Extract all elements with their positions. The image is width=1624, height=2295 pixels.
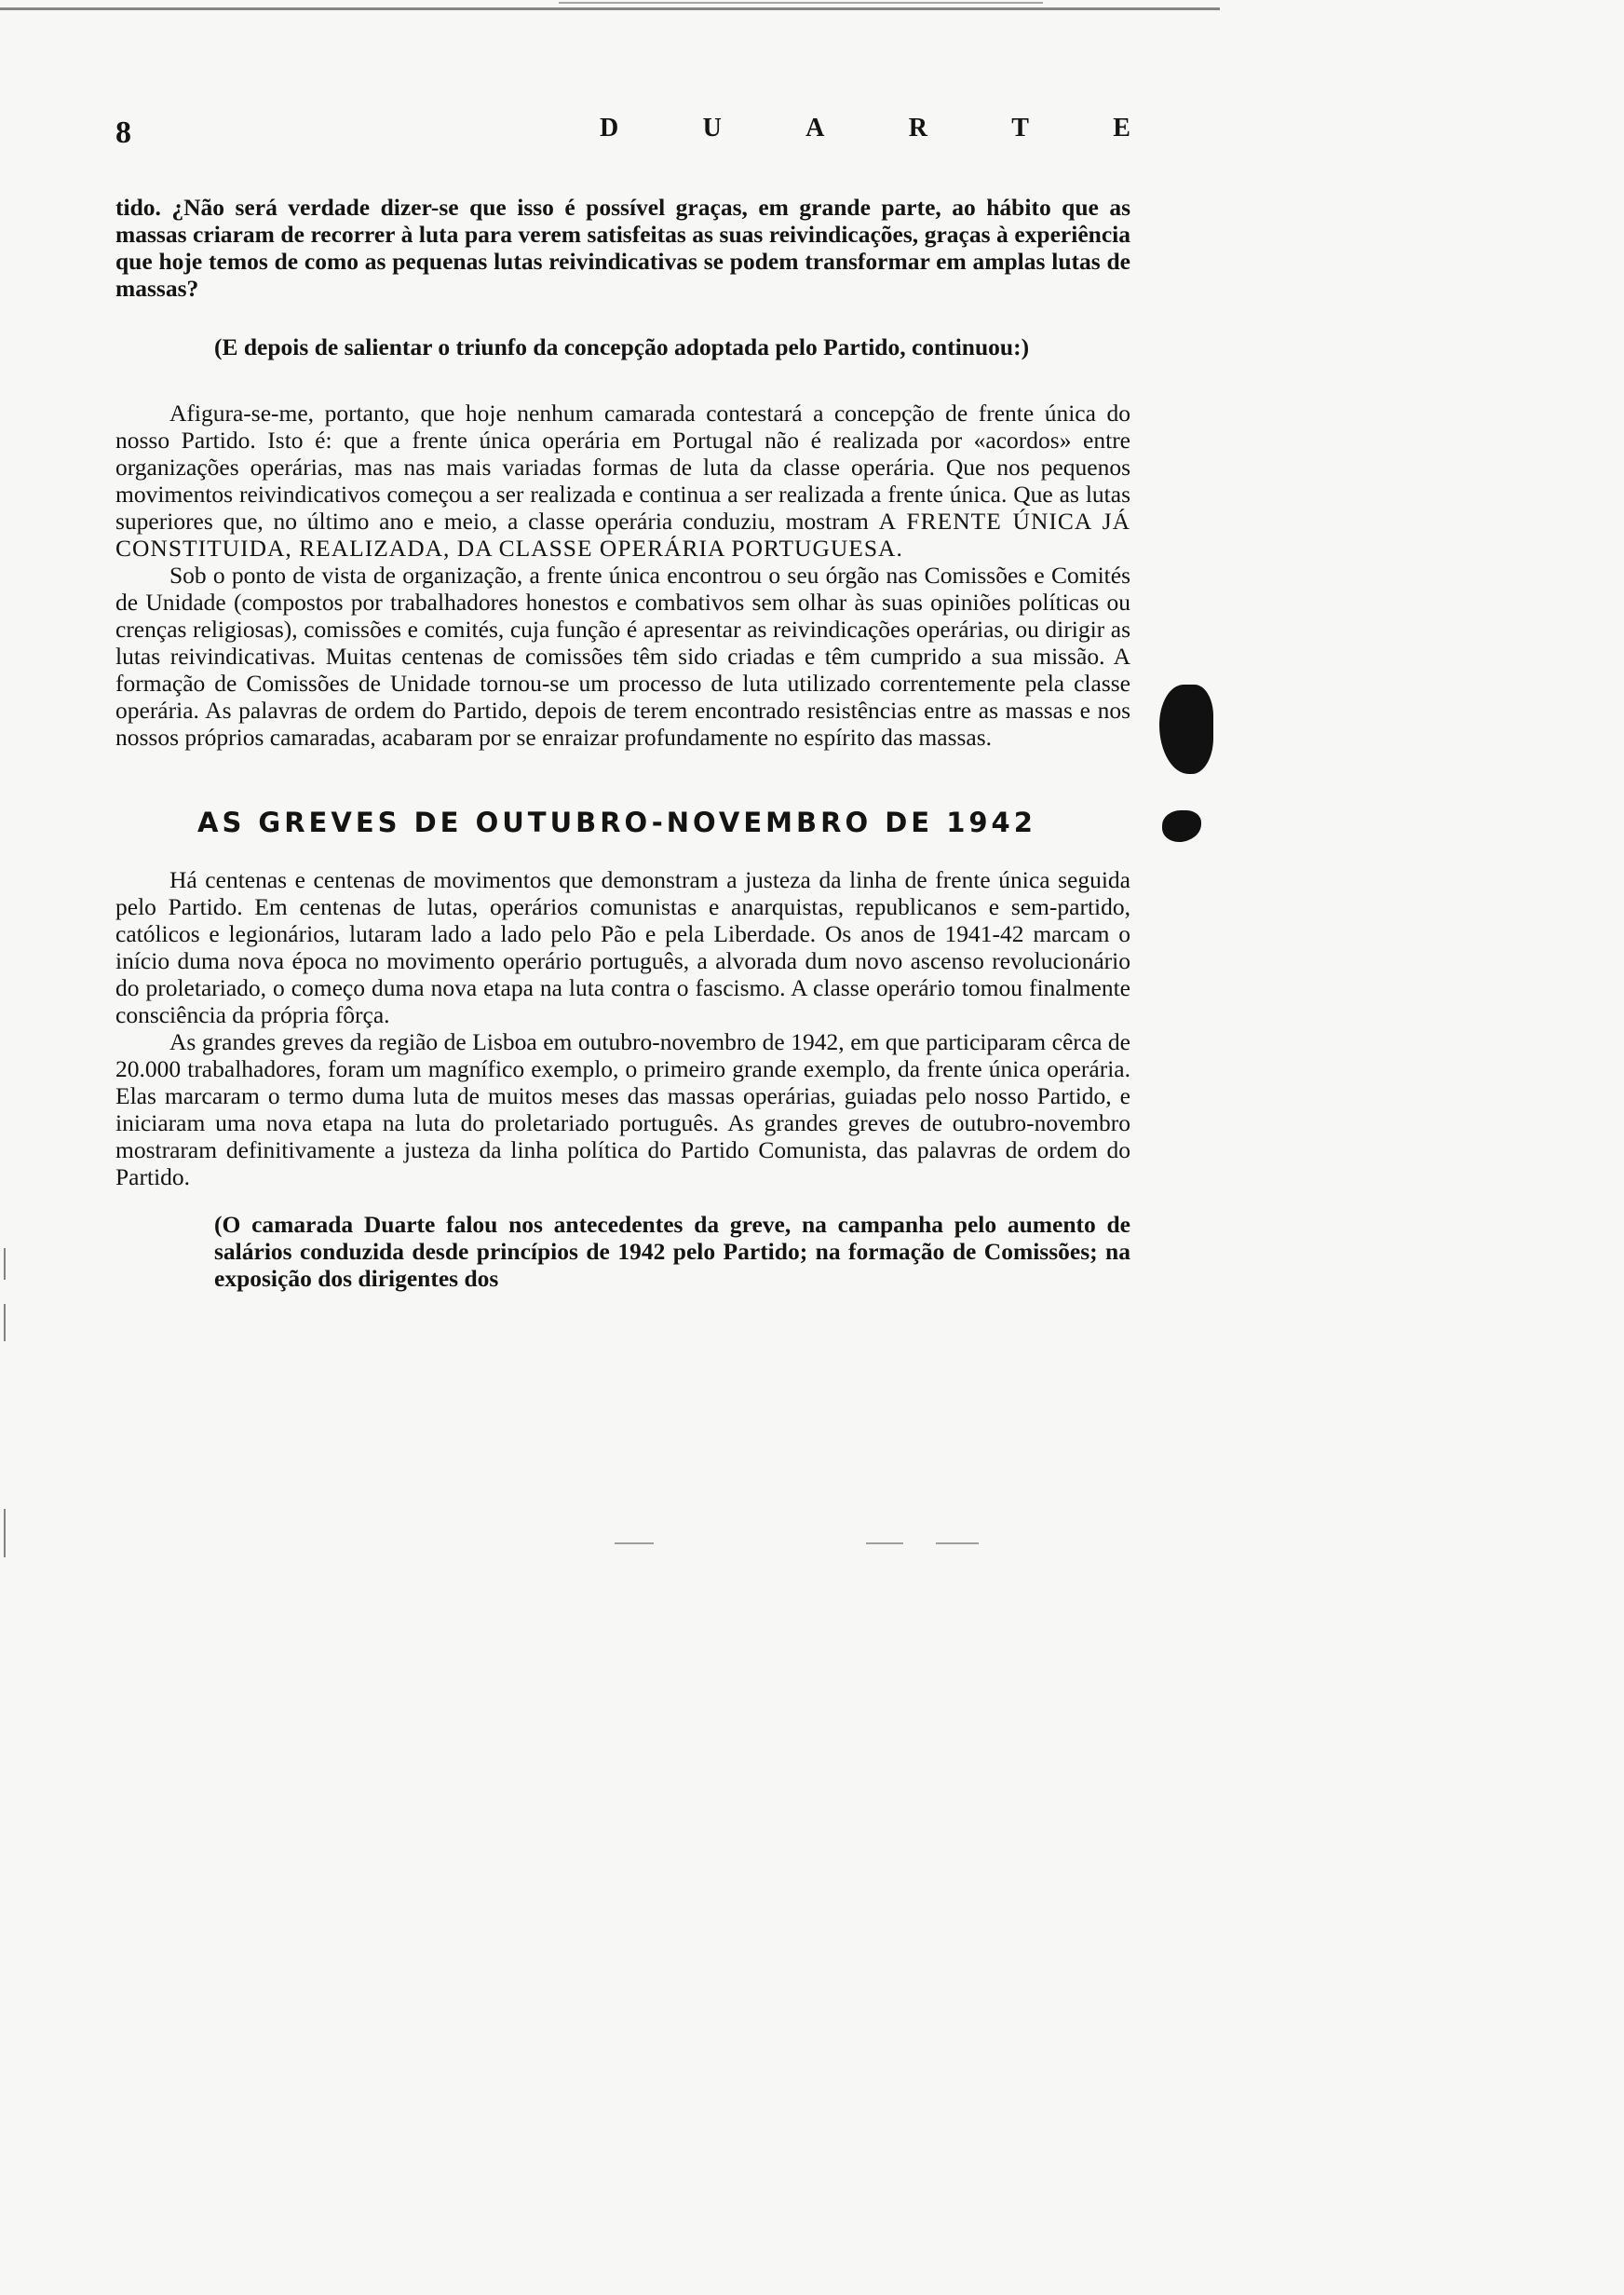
scan-smudge [936,1542,979,1544]
scan-edge-line [559,2,1043,4]
paragraph: As grandes greves da região de Lisboa em outubro-novembro de 1942, em que participaram cêrca de 20.000 trabalhadores, foram um magnífico exemplo, o primeiro grande exemplo, da frente única operária. Elas marcaram o termo duma luta de muitos meses das massas operárias, guiadas pelo nosso Partido, e iniciaram uma nova etapa na luta do proletariado português. As grandes greves de outubro-novembro mostraram definitivamente a justeza da linha política do Partido Comunista, das palavras de ordem do Partido. [115,1028,1130,1190]
editorial-note: (O camarada Duarte falou nos antecedentes da greve, na campanha pelo aumento de salários conduzida desde princípios de 1942 pelo Partido; na formação de Comissões; na exposição dos dirigentes dos [214,1211,1130,1292]
journal-title-letter: E [1113,114,1130,143]
editorial-note: (E depois de salientar o triunfo da concepção adoptada pelo Partido, continuou:) [214,333,1030,360]
scan-smudge [866,1542,903,1544]
scan-ink-blot [1159,685,1213,774]
paragraph [115,400,1130,562]
journal-title-letter: D [600,114,619,143]
journal-title-letter: R [908,114,927,143]
scan-ink-blot [1162,810,1201,842]
journal-title-letter: U [702,114,722,143]
scan-edge-line [0,7,1220,10]
journal-title-letter: T [1011,114,1029,143]
paragraph: Há centenas e centenas de movimentos que demonstram a justeza da linha de frente única seguida pelo Partido. Em centenas de lutas, operários comunistas e anarquistas, republicanos e sem-partido, católicos e legionários, lutaram lado a lado pelo Pão e pela Liberdade. Os anos de 1941-42 marcam o início duma nova época no movimento operário português, a alvorada dum novo ascenso revolucionário do proletariado, o começo duma nova etapa na luta contra o fascismo. A classe operário tomou finalmente consciência da própria fôrça. [115,866,1130,1028]
page-number: 8 [115,115,131,150]
paragraph: Sob o ponto de vista de organização, a frente única encontrou o seu órgão nas Comissões e Comités de Unidade (compostos por trabalhadores honestos e combativos sem olhar às suas opiniões políticas ou crenças religiosas), comissões e comités, cuja função é apresentar as reivindicações operárias, ou dirigir as lutas reivindicativas. Muitas centenas de comissões têm sido criadas e têm cumprido a sua missão. A formação de Comissões de Unidade tornou-se um processo de luta utilizado correntemente pela classe operária. As palavras de ordem do Partido, depois de terem encontrado resistências entre as massas e nos nossos próprios camaradas, acabaram por se enraizar profundamente no espírito das massas. [115,562,1130,751]
document-page [115,102,1130,1292]
journal-title-letter: A [805,114,825,143]
scan-smudge [615,1542,654,1544]
paragraph: tido. ¿Não será verdade dizer-se que isso é possível graças, em grande parte, ao hábito que as massas criaram de recorrer à luta para verem satisfeitas as suas reivindicações, graças à experiência que hoje temos de como as pequenas lutas reivindicativas se podem transformar em amplas lutas de massas? [115,194,1130,302]
running-head [115,102,1130,158]
emphasis-text: A FRENTE ÚNICA JÁ CONSTITUIDA, REALIZADA, DA CLASSE OPERÁRIA PORTUGUESA. [115,508,1130,562]
paragraph-text: Afigura-se-me, portanto, que hoje nenhum camarada contestará a concepção de frente única do nosso Partido. Isto é: que a frente única operária em Portugal não é realizada por «acordos» entre organizações operárias, mas nas mais variadas formas de luta da classe operária. Que nos pequenos movimentos reivindicativos começou a ser realizada e continua a ser realizada a frente única. Que as lutas superiores que, no último ano e meio, a classe operária conduziu, mostram [115,400,1130,535]
scan-edge-mark [4,1304,6,1341]
section-heading: AS GREVES DE OUTUBRO-NOVEMBRO DE 1942 [197,807,1036,838]
scan-edge-mark [4,1248,6,1280]
journal-title [600,114,1130,143]
scan-edge-mark [4,1509,6,1557]
